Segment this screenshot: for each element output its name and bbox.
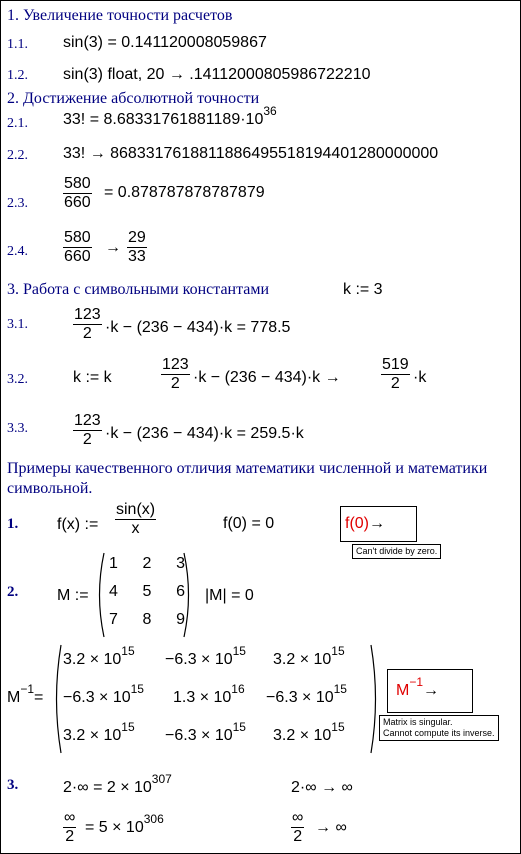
math-expression: 33! = $8.68331761881189\cdot 10^{36}$: [63, 104, 277, 128]
fraction: ∞ 2: [292, 809, 304, 845]
math-expression: M :=: [57, 587, 89, 604]
math-expression: $M^{-1}=$: [7, 682, 44, 706]
item-number: 2.3.: [7, 196, 28, 211]
fraction: $\frac{580}{660}$: [64, 229, 91, 265]
arrow-symbol: →: [105, 239, 121, 256]
fraction: $\frac{519}{2}$: [382, 356, 409, 392]
math-expression: → ∞: [315, 819, 347, 836]
error-region[interactable]: [340, 506, 417, 542]
math-expression: 33! → 8683317618811886495518194401280000000: [63, 145, 439, 162]
math-expression: = $5 \times 10^{306}$: [85, 812, 164, 836]
error-tooltip: Matrix is singular. Cannot compute its inverse.: [379, 715, 499, 741]
math-expression: $2\cdot\infty = 2 \times 10^{307}$: [63, 772, 172, 796]
fraction: ∞ 2: [64, 809, 76, 845]
document-page: 1. Увеличение точности расчетов 1.1. sin(3) = 0.141120008059867 1.2. sin(3) float, 20 → .14112000805986722210 2. Достижение абсолютной точности 2.1. 33! = $8.68331761881189\cdot 10^{36}$ 2.2. 33! → 8683317618811886495518194401280000000 2.3. $\frac{580}{660}$ = 0.878787878787879 2.4. $\frac{580}{660}$ → $\frac{29}{33}$ 3. Работа с символьными константами k := 3 3.1. $\frac{123}{2}$ ·k − (236 − 434)·k = 778.5 3.2. k := k $\frac{123}{2}$ ·k − (236 − 434)·k → $\frac{519}{2}$ ·k 3.3. $\frac{123}{2}$ ·k − (236 − 434)·k = 259.5·k Примеры качественного отличия математики численной и математики символьной. 1. f(x) := $\frac{\sin(x)}{x}$ f(0) = 0 f(0)→ Can't divide by zero. 2. M := 1 2 3 4 5 6 7 8 9 |M| = 0 $M^{-1}=$ $3.2 \times 10^{15}$ $-6.3 \times 10^{15}$ $3.2 \times 10^{15}$ $-6.3 \times 10^{15}$ $1.3 \times 10^{16}$ $-6.3 \times 10^{15}$ $3.2 \times 10^{15}$ $-6.3 \times 10^{15}$ $3.2 \times 10^{15}$ $M^{-1}\to$ Matrix is singular. Cannot compute its inverse. 3. $2\cdot\infty = 2 \times 10^{307}$ 2·∞ → ∞ ∞ 2 = $5 \times 10^{306}$ ∞ 2 → ∞: [0, 0, 521, 854]
math-expression: ·k: [413, 369, 427, 386]
math-expression: sin(3) = 0.141120008059867: [63, 34, 267, 51]
math-expression: ·k − (236 − 434)·k →: [193, 369, 341, 386]
section-2-title: 2. Достижение абсолютной точности: [7, 90, 260, 107]
math-expression: ·k − (236 − 434)·k = 259.5·k: [105, 425, 304, 442]
math-expression: f(0) = 0: [223, 515, 275, 532]
item-number: 3.2.: [7, 372, 28, 387]
error-region[interactable]: [387, 669, 473, 713]
section-4-title: Примеры качественного отличия математики численной и математики символьной.: [7, 460, 488, 497]
item-number: 3.1.: [7, 317, 28, 332]
math-expression: 2·∞ → ∞: [291, 779, 353, 796]
item-number: 3.3.: [7, 421, 28, 436]
math-expression: = 0.878787878787879: [104, 184, 265, 201]
math-expression: f(x) :=: [57, 516, 99, 533]
math-expression: |M| = 0: [205, 587, 254, 604]
section-1-title: 1. Увеличение точности расчетов: [7, 7, 233, 24]
item-number: 2.: [7, 584, 19, 600]
math-expression: k := k: [73, 369, 112, 386]
item-number: 1.2.: [7, 68, 28, 83]
math-expression: k := 3: [343, 281, 383, 298]
item-number: 1.: [7, 516, 19, 532]
item-number: 2.4.: [7, 244, 28, 259]
fraction: $\frac{123}{2}$: [74, 306, 101, 342]
error-expression: f(0)→: [345, 515, 385, 532]
fraction: $\frac{\sin(x)}{x}$: [116, 501, 156, 537]
fraction: $\frac{123}{2}$: [74, 412, 101, 448]
fraction: $\frac{580}{660}$: [64, 175, 91, 211]
matrix-M: 1 2 3 4 5 6 7 8 9: [109, 555, 185, 628]
error-expression: $M^{-1}\to$: [396, 675, 440, 699]
section-3-title: 3. Работа с символьными константами: [7, 281, 270, 298]
error-tooltip: Can't divide by zero.: [352, 544, 441, 559]
item-number: 2.2.: [7, 148, 28, 163]
item-number: 1.1.: [7, 37, 28, 52]
fraction: $\frac{29}{33}$: [128, 229, 146, 265]
item-number: 3.: [7, 777, 19, 793]
math-expression: ·k − (236 − 434)·k = 778.5: [105, 319, 291, 336]
math-expression: sin(3) float, 20 → .14112000805986722210: [63, 66, 371, 83]
item-number: 2.1.: [7, 116, 28, 131]
fraction: $\frac{123}{2}$: [162, 356, 189, 392]
